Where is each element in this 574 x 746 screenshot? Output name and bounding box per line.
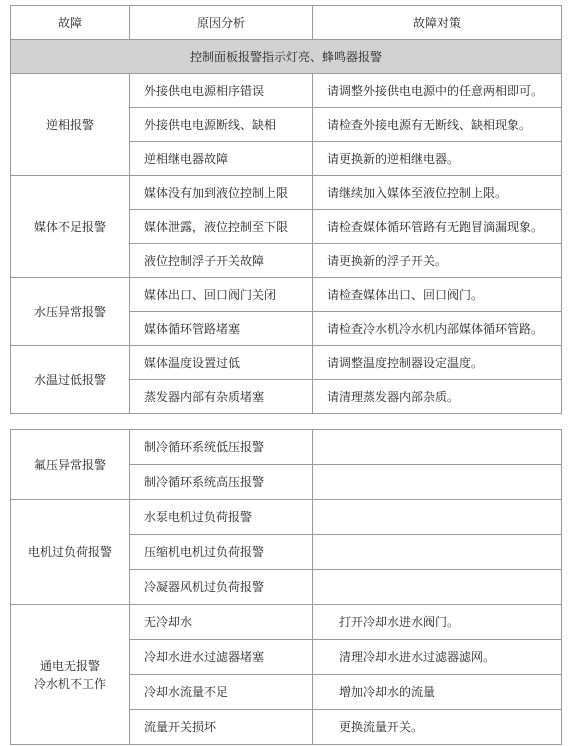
cause-cell: 媒体泄露，液位控制至下限 [130,210,313,244]
fault-cell: 电机过负荷报警 [11,500,130,605]
measure-cell: 打开冷却水进水阀门。 [313,605,562,640]
table-row [11,74,562,108]
cause-cell: 无冷却水 [130,605,313,640]
measure-cell: 增加冷却水的流量 [313,675,562,710]
table-row [11,500,562,535]
table-row [11,346,562,380]
cause-cell: 水泵电机过负荷报警 [130,500,313,535]
fault-cell [11,605,130,745]
measure-cell: 请更换新的浮子开关。 [313,244,562,278]
cause-cell: 制冷循环系统低压报警 [130,430,313,465]
cause-cell: 流量开关损坏 [130,710,313,745]
measure-cell: 请检查媒体出口、回口阀门。 [313,278,562,312]
measure-cell [313,535,562,570]
measure-cell [313,570,562,605]
table-row [11,430,562,465]
cause-cell: 外接供电电源相序错误 [130,74,313,108]
cause-cell: 媒体出口、回口阀门关闭 [130,278,313,312]
measure-cell: 请检查媒体循环管路有无跑冒滴漏现象。 [313,210,562,244]
table-row [11,176,562,210]
cause-cell: 媒体温度设置过低 [130,346,313,380]
fault-cell: 逆相报警 [11,74,130,176]
measure-cell [313,500,562,535]
cause-cell: 制冷循环系统高压报警 [130,465,313,500]
cause-cell: 冷凝器风机过负荷报警 [130,570,313,605]
measure-cell: 请调整外接供电电源中的任意两相即可。 [313,74,562,108]
measure-cell: 请检查冷水机冷水机内部媒体循环管路。 [313,312,562,346]
measure-cell [313,465,562,500]
cause-cell: 蒸发器内部有杂质堵塞 [130,380,313,414]
cause-cell: 压缩机电机过负荷报警 [130,535,313,570]
measure-cell: 请检查外接电源有无断线、缺相现象。 [313,108,562,142]
measure-cell: 请更换新的逆相继电器。 [313,142,562,176]
measure-cell: 请调整温度控制器设定温度。 [313,346,562,380]
fault-cell: 水压异常报警 [11,278,130,346]
fault-line-2: 冷水机不工作 [33,676,106,691]
header-cause: 原因分析 [130,6,313,40]
measure-cell: 更换流量开关。 [313,710,562,745]
measure-cell [313,430,562,465]
cause-cell: 液位控制浮子开关故障 [130,244,313,278]
cause-cell: 媒体没有加到液位控制上限 [130,176,313,210]
cause-cell: 冷却水流量不足 [130,675,313,710]
measure-cell: 清理冷却水进水过滤器滤网。 [313,640,562,675]
fault-cell: 水温过低报警 [11,346,130,414]
table-row [11,278,562,312]
cause-cell: 冷却水进水过滤器堵塞 [130,640,313,675]
header-row [11,6,562,40]
cause-cell: 外接供电电源断线、缺相 [130,108,313,142]
measure-cell: 请清理蒸发器内部杂质。 [313,380,562,414]
fault-cell: 氟压异常报警 [11,430,130,500]
section-row [11,40,562,74]
fault-table-bottom [10,429,562,745]
header-measure: 故障对策 [313,6,562,40]
fault-table-top [10,5,562,414]
cause-cell: 媒体循环管路堵塞 [130,312,313,346]
measure-cell: 请继续加入媒体至液位控制上限。 [313,176,562,210]
cause-cell: 逆相继电器故障 [130,142,313,176]
table-row [11,605,562,640]
fault-cell: 媒体不足报警 [11,176,130,278]
header-fault: 故障 [11,6,130,40]
fault-line-1: 通电无报警 [39,658,100,673]
section-title: 控制面板报警指示灯亮、蜂鸣器报警 [11,40,562,74]
